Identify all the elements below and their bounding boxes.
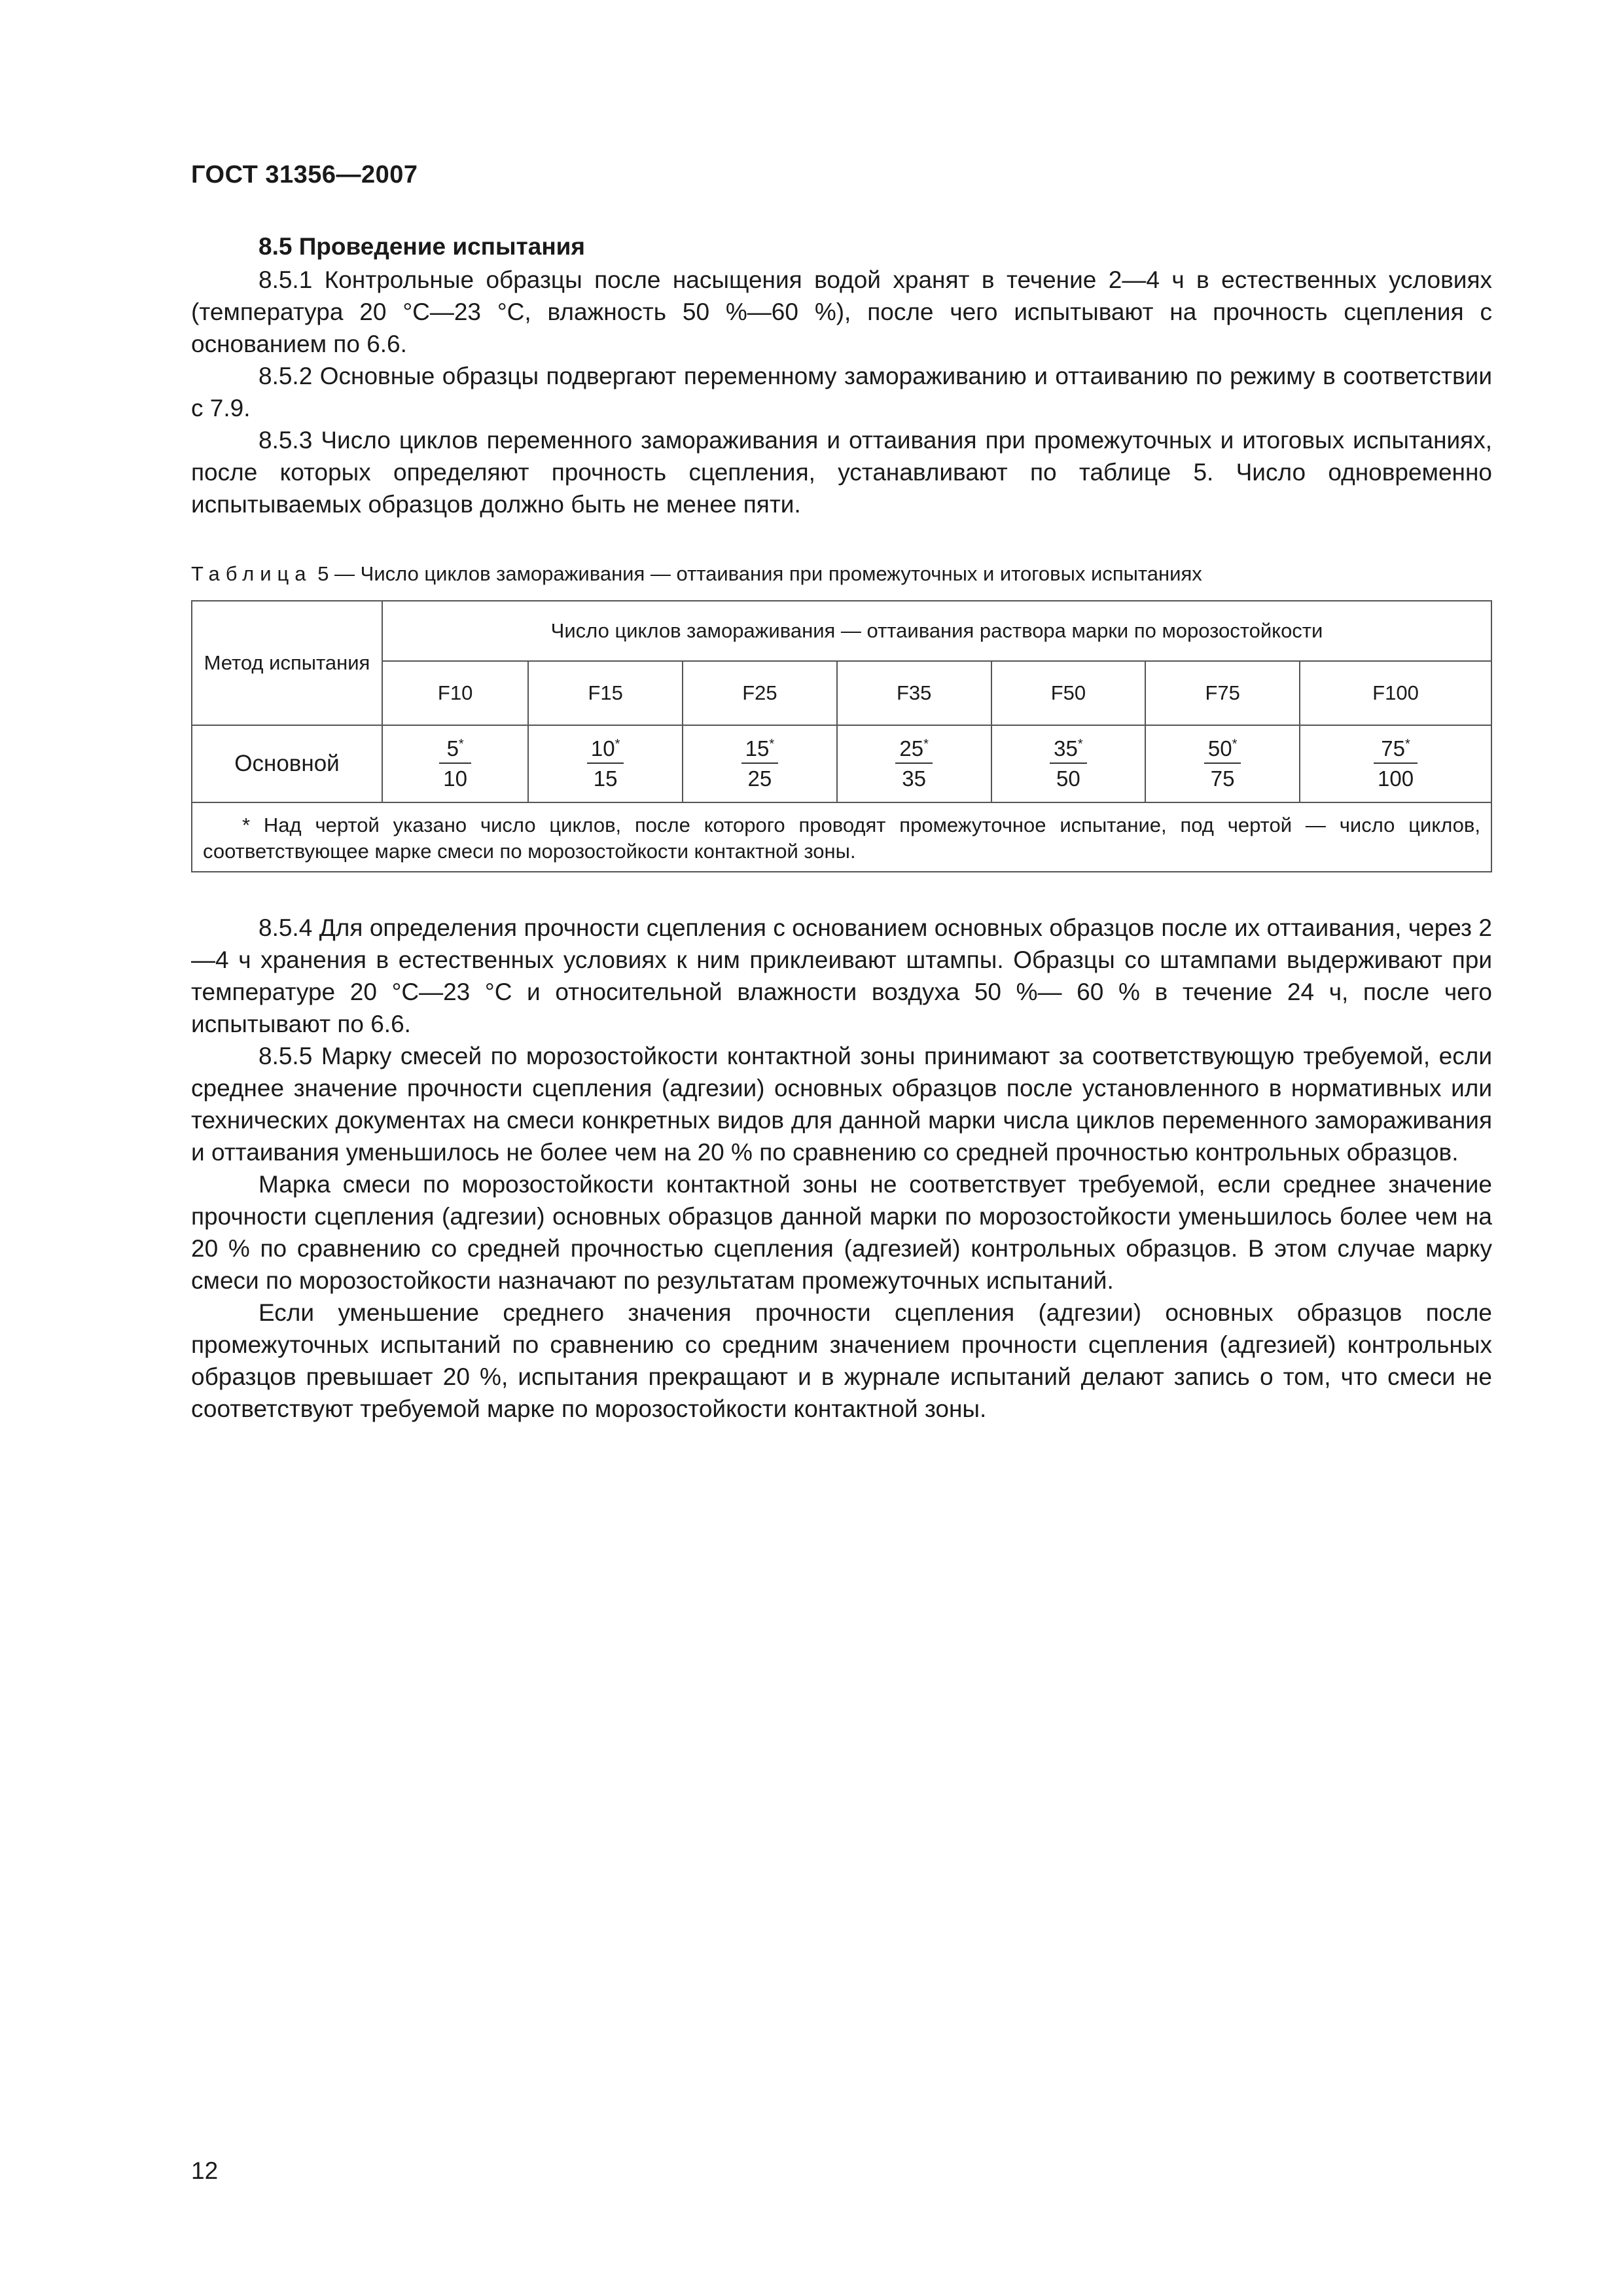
- paragraph-8-5-1: 8.5.1 Контрольные образцы после насыщения водой хранят в течение 2—4 ч в естественных условиях (температура 20 °С—23 °С, влажность 50 %—60 %), после чего испытывают на прочность сцепления с основанием по 6.6.: [191, 266, 1492, 357]
- method-header: Метод испытания: [192, 601, 382, 725]
- table-footnote: * Над чертой указано число циклов, после которого проводят промежуточное испытание, под чертой — число циклов, соответствующее марке смеси по морозостойкости контактной зоны.: [192, 802, 1491, 872]
- footnote-mark: *: [1077, 737, 1083, 751]
- grade-header: F25: [683, 661, 837, 725]
- cycles-cell: [1145, 725, 1300, 802]
- grade-header: F100: [1300, 661, 1491, 725]
- freeze-thaw-table: [191, 600, 1492, 872]
- paragraph-8-5-5: 8.5.5 Марку смесей по морозостойкости контактной зоны принимают за соответствующую требуемой, если среднее значение прочности сцепления (адгезии) основных образцов после установленного в нормативных или технических документах на смеси конкретных видов для данной марки числа циклов переменного замораживания и оттаивания уменьшилось не более чем на 20 % по сравнению со средней прочностью контрольных образцов.: [191, 1043, 1492, 1166]
- table-row: [192, 725, 1491, 802]
- paragraph-grade-mismatch: Марка смеси по морозостойкости контактной зоны не соответствует требуемой, если среднее значение прочности сцепления (адгезии) основных образцов данной марки по морозостойкости уменьшилось более чем на 20 % по сравнению со средней прочностью сцепления (адгезией) контрольных образцов. В этом случае марку смеси по морозостойкости назначают по результатам промежуточных испытаний.: [191, 1171, 1492, 1294]
- footnote-mark: *: [769, 737, 775, 751]
- grade-header: F15: [528, 661, 683, 725]
- cycles-cell: [1300, 725, 1491, 802]
- grade-header: F50: [991, 661, 1146, 725]
- table-caption-text: 5 — Число циклов замораживания — оттаивания при промежуточных и итоговых испытаниях: [317, 562, 1202, 585]
- grade-header: F35: [837, 661, 991, 725]
- cycles-group-header: Число циклов замораживания — оттаивания раствора марки по морозостойкости: [382, 601, 1491, 661]
- section-title: 8.5 Проведение испытания: [259, 233, 586, 260]
- cycles-cell: [382, 725, 528, 802]
- cycles-final: 10: [443, 766, 467, 791]
- cycles-final: 75: [1210, 766, 1235, 791]
- main-content: [191, 230, 1492, 1425]
- footnote-mark: *: [615, 737, 620, 751]
- cycles-cell: [528, 725, 683, 802]
- cycles-intermediate: 75: [1381, 736, 1405, 761]
- document-code: ГОСТ 31356—2007: [191, 161, 418, 188]
- footnote-mark: *: [923, 737, 929, 751]
- cycles-final: 50: [1056, 766, 1080, 791]
- cycles-cell: [991, 725, 1146, 802]
- cycles-intermediate: 15: [745, 736, 770, 761]
- paragraph-8-5-3: 8.5.3 Число циклов переменного замораживания и оттаивания при промежуточных и итоговых испытаниях, после которых определяют прочность сцепления, устанавливают по таблице 5. Число одновременно испытываемых образцов должно быть не менее пяти.: [191, 427, 1492, 518]
- cycles-intermediate: 35: [1054, 736, 1078, 761]
- cycles-final: 25: [747, 766, 772, 791]
- footnote-mark: *: [1404, 737, 1410, 751]
- cycles-intermediate: 50: [1207, 736, 1232, 761]
- cycles-intermediate: 10: [590, 736, 615, 761]
- cycles-cell: [683, 725, 837, 802]
- cycles-intermediate: 5: [446, 736, 459, 761]
- cycles-final: 100: [1377, 766, 1414, 791]
- cycles-final: 35: [902, 766, 926, 791]
- footnote-mark: *: [458, 737, 464, 751]
- cycles-final: 15: [593, 766, 618, 791]
- cycles-intermediate: 25: [899, 736, 924, 761]
- cycles-cell: [837, 725, 991, 802]
- grade-header: F75: [1145, 661, 1300, 725]
- paragraph-8-5-4: 8.5.4 Для определения прочности сцепления с основанием основных образцов после их оттаивания, через 2—4 ч хранения в естественных условиях к ним приклеивают штампы. Образцы со штампами выдерживают при температуре 20 °С—23 °С и относительной влажности воздуха 50 %— 60 % в течение 24 ч, после чего испытывают по 6.6.: [191, 914, 1492, 1037]
- grade-header: F10: [382, 661, 528, 725]
- footnote-mark: *: [1232, 737, 1238, 751]
- page-number: 12: [191, 2157, 219, 2184]
- table-caption-label: Таблица: [191, 562, 312, 585]
- row-method-label: Основной: [192, 725, 382, 802]
- table-caption: [191, 561, 1492, 587]
- paragraph-8-5-2: 8.5.2 Основные образцы подвергают переменному замораживанию и оттаиванию по режиму в соответствии с 7.9.: [191, 363, 1492, 422]
- paragraph-test-termination: Если уменьшение среднего значения прочности сцепления (адгезии) основных образцов после промежуточных испытаний по сравнению со средним значением прочности сцепления (адгезией) контрольных образцов превышает 20 %, испытания прекращают и в журнале испытаний делают запись о том, что смеси не соответствуют требуемой марке по морозостойкости контактной зоны.: [191, 1299, 1492, 1422]
